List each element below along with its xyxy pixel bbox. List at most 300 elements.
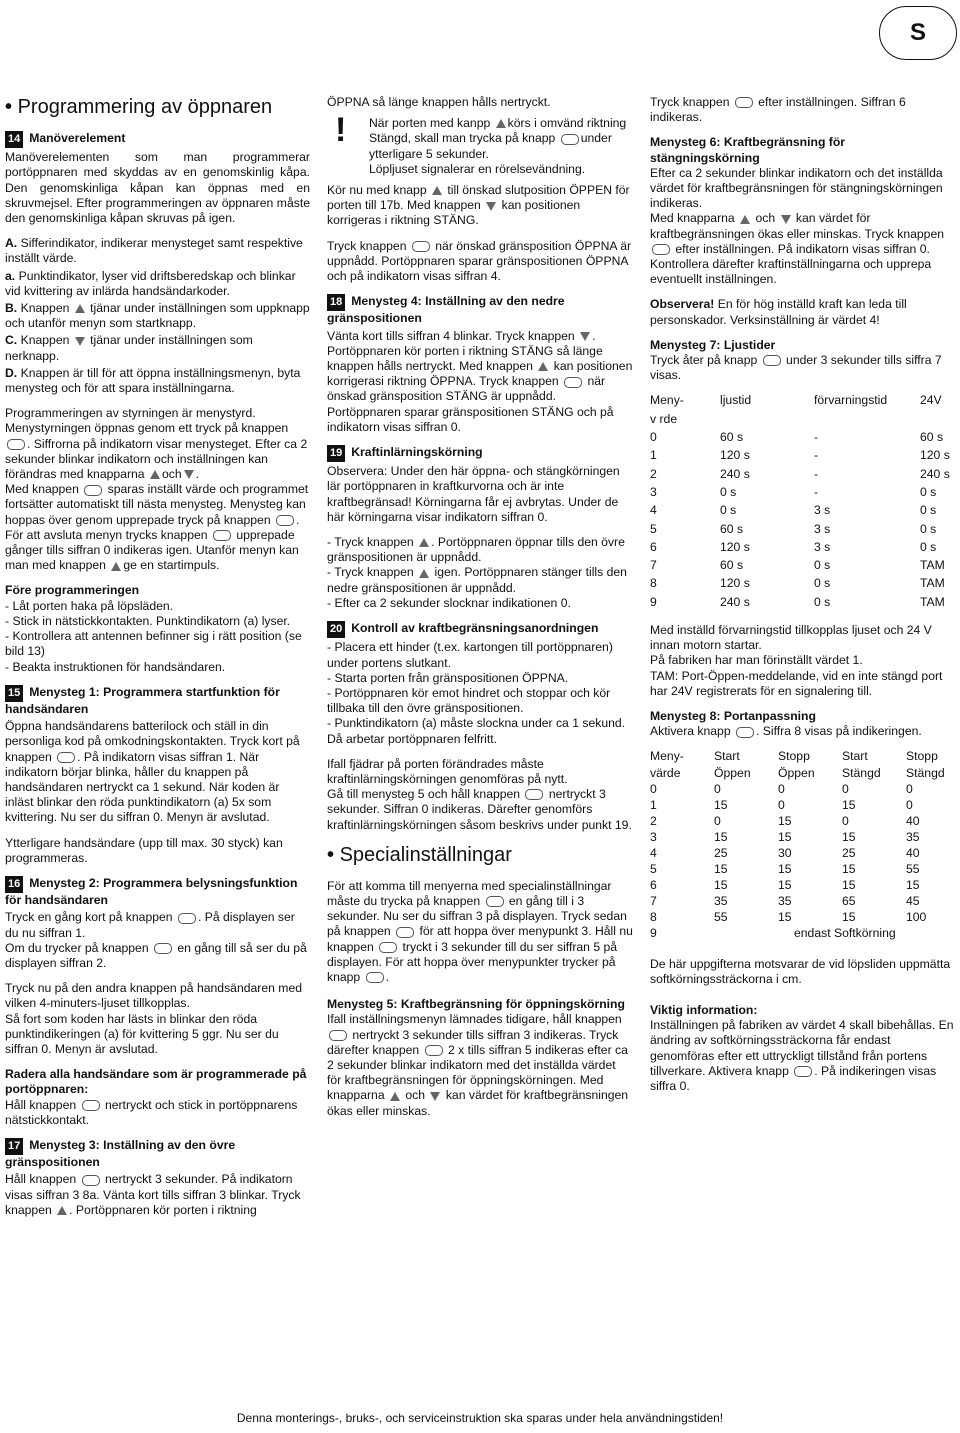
table-cell: endast Softkörning xyxy=(794,926,896,941)
text-part: Menystyrningen öppnas genom ett tryck på knappen xyxy=(5,421,289,436)
table-cell: 35 xyxy=(778,894,792,909)
menu-7-heading: Menysteg 7: Ljustider xyxy=(650,337,776,352)
menu-6-heading: Menysteg 6: Kraftbegränsning för stängningskörning xyxy=(650,135,846,165)
table-cell: 0 xyxy=(842,813,849,828)
step-number: 18 xyxy=(327,294,345,311)
item-key: A. xyxy=(5,236,18,251)
up-arrow-icon xyxy=(432,186,442,195)
text-part: . På indikatorn visas siffran 1. När indikatorn börjar blinka, håller du knappen på handsändaren nertryckt ca 1 sekund. När koden är inläst blinkar den röda punktindikatorn (a) 5x som kvittering. Nu ser du siffran 0. Menyn är avslutad. xyxy=(5,749,280,825)
header-cell: Stängd xyxy=(842,765,881,780)
table-cell: 2 xyxy=(650,813,657,828)
table-cell: 100 xyxy=(906,910,927,925)
up-arrow-icon xyxy=(390,1092,400,1101)
control-text-2: Menystyrningen öppnas genom ett tryck på knappen . Siffrorna på indikatorn visar menysteget. Efter ca 2 sekunder blinkar indikatorn och inställningen kan förändras med knapparna och . xyxy=(5,421,308,482)
table-cell: 0 xyxy=(906,797,913,812)
up-arrow-icon xyxy=(740,215,750,224)
table-cell: 7 xyxy=(650,894,657,909)
step-20-body-2 xyxy=(327,787,633,833)
table-cell: 0 xyxy=(778,797,785,812)
button-icon xyxy=(154,943,172,954)
text-part: och xyxy=(405,1088,426,1103)
table-cell: TAM xyxy=(920,558,945,573)
button-icon xyxy=(7,439,25,450)
table-cell: 25 xyxy=(842,846,856,860)
button-icon xyxy=(276,515,294,526)
step-16-body-4: Så fort som koden har lästs in blinkar den röda punktindikeringen (a) för kvittering 5 ggr. Nu ser du siffran 0. Menyn är avslutad. xyxy=(5,1011,279,1056)
text-part: en gång till så ser du på displayen siffran 2. xyxy=(5,940,307,970)
table-cell: 15 xyxy=(842,797,856,812)
text-part: . Siffrorna på indikatorn visar menysteget. Efter ca 2 sekunder blinkar indikatorn och inställningen kan förändras med knapparna xyxy=(5,436,308,482)
warning-line-2: Löpljuset signalerar en rörelsevändning. xyxy=(369,161,586,176)
important-body xyxy=(650,1018,958,1094)
down-arrow-icon xyxy=(580,332,590,341)
table-cell: 15 xyxy=(778,878,792,893)
after-table-3: TAM: Port-Öppen-meddelande, vid en inte stängd port har 24V registrerats för en signalering till. xyxy=(650,668,943,698)
header-cell: Start xyxy=(714,749,740,764)
up-arrow-icon xyxy=(538,362,548,371)
list-item: - Efter ca 2 sekunder slocknar indikationen 0. xyxy=(327,595,571,610)
text-part: . Portöppnaren öppnar tills den övre gränspositionen är uppnådd. xyxy=(327,535,625,565)
menu-8-body xyxy=(650,724,958,739)
table-row xyxy=(650,522,956,540)
column-right xyxy=(650,95,958,1104)
observera-label: Observera! xyxy=(650,297,715,312)
step-15-body xyxy=(5,719,310,825)
text-part: Inställningen på fabriken av värdet 4 skall bibehållas. En ändring av softkörningssträckorna får endast genomföras efter ett uttryckligt tillstånd från portens tillverkare. Aktivera knapp xyxy=(650,1018,954,1078)
table-row xyxy=(650,862,951,878)
table-header xyxy=(650,749,951,765)
header-cell: Start xyxy=(842,749,868,764)
step-title: Menysteg 2: Programmera belysningsfunktion för handsändaren xyxy=(5,875,298,908)
button-icon xyxy=(652,244,670,255)
column-middle xyxy=(327,95,633,1129)
table-cell: 55 xyxy=(714,910,728,925)
table-cell: 8 xyxy=(650,910,657,925)
text-part: Med knapparna xyxy=(650,211,735,226)
table-row xyxy=(650,894,951,910)
step-15-heading xyxy=(5,685,310,717)
text-part: Tryck en gång kort på knappen xyxy=(5,910,173,925)
step-19-heading xyxy=(327,445,633,462)
step-17-body xyxy=(5,1172,310,1218)
text-part: under 3 sekunder tills siffra 7 visas. xyxy=(650,353,942,383)
down-arrow-icon xyxy=(75,337,85,346)
menu-6-body-1: Efter ca 2 sekunder blinkar indikatorn och det inställda värdet för kraftbegränsningen för stängningskörningen indikeras. xyxy=(650,165,943,211)
step-number: 15 xyxy=(5,685,23,702)
up-arrow-icon xyxy=(57,1206,67,1215)
text-part: efter inställningen. Siffran 6 indikeras. xyxy=(650,95,906,125)
table-row xyxy=(650,540,956,558)
up-arrow-icon xyxy=(419,569,429,578)
text-part: För att komma till menyerna med specialinställningar måste du trycka på knappen xyxy=(327,878,612,908)
header-cell: Meny- xyxy=(650,393,684,408)
table-cell: 0 s xyxy=(814,594,831,609)
table-cell: 15 xyxy=(906,878,920,893)
item-text: tjänar under inställningen som uppknapp och utanför menyn som startknapp. xyxy=(5,301,310,331)
item-text: tjänar under inställningen som nerknapp. xyxy=(5,333,253,363)
after-table-1: Med inställd förvarningstid tillkopplas ljuset och 24 V innan motorn startar. xyxy=(650,623,932,653)
step-title: Kraftinlärningskörning xyxy=(351,445,483,460)
up-arrow-icon xyxy=(111,562,121,571)
table-cell: 120 s xyxy=(720,576,750,591)
table-row xyxy=(650,782,951,798)
button-icon xyxy=(525,789,543,800)
up-arrow-icon xyxy=(496,119,506,128)
heading-text: Specialinställningar xyxy=(339,843,512,866)
text-part: under ytterligare 5 sekunder. xyxy=(369,131,612,161)
table-cell: 7 xyxy=(650,558,657,573)
table-cell: 9 xyxy=(650,926,657,941)
table-cell: 15 xyxy=(778,813,792,828)
header-cell: v rde xyxy=(650,411,678,426)
table-row xyxy=(650,576,956,594)
menu-5-heading: Menysteg 5: Kraftbegränsning för öppningskörning xyxy=(327,997,625,1012)
door-adaptation-table xyxy=(650,749,951,942)
step-number: 17 xyxy=(5,1138,23,1155)
header-cell: Meny- xyxy=(650,749,684,764)
table-cell: 15 xyxy=(842,910,856,925)
table-cell: 1 xyxy=(650,797,657,812)
step-number: 19 xyxy=(327,445,345,462)
table-row xyxy=(650,503,956,521)
item-b xyxy=(5,301,310,331)
table-header xyxy=(650,766,951,782)
special-body xyxy=(327,879,633,985)
table-cell: 25 xyxy=(714,846,728,860)
menu-6-body-2 xyxy=(650,211,958,287)
table-cell: 55 xyxy=(906,862,920,877)
section-heading: • Programmering av öppnaren xyxy=(5,96,273,118)
table-cell: 3 s xyxy=(814,539,831,554)
button-icon xyxy=(366,972,384,983)
table-row xyxy=(650,448,956,466)
table-cell: 40 xyxy=(906,813,920,828)
table-cell: 0 s xyxy=(920,539,937,554)
list-item: - Placera ett hinder (t.ex. kartongen till portöppnaren) under portens slutkant. xyxy=(327,640,613,670)
text-part: Öppna handsändarens batterilock och ställ in din personliga kod på omkodningskontakten. Tryck kort på knappen xyxy=(5,719,300,764)
text-part: Håll knappen xyxy=(5,1172,77,1187)
text-part: en gång till i 3 sekunder. Nu ser du siffran 3 på displayen. Tryck sedan på knappen xyxy=(327,893,627,939)
radera-body xyxy=(5,1098,310,1128)
text-part: Tryck åter på knapp xyxy=(650,353,758,368)
button-icon xyxy=(561,134,579,145)
after-table-2: På fabriken har man förinställt värdet 1. xyxy=(650,653,863,668)
table-cell: 6 xyxy=(650,539,657,554)
button-icon xyxy=(736,727,754,738)
list-item: - Portöppnaren kör emot hindret och stoppar och kör tillbaka till den övre gränspositionen. xyxy=(327,685,611,716)
text-part: Gå till menysteg 5 och håll knappen xyxy=(327,787,521,802)
table-cell: 15 xyxy=(778,862,792,877)
table-cell: 15 xyxy=(714,862,728,877)
step-20-body: Ifall fjädrar på porten förändrades måste kraftinlärningskörningen genomföras på nytt. xyxy=(327,756,568,786)
table-cell: - xyxy=(814,448,819,463)
item-key: D. xyxy=(5,365,18,380)
text-part: kan värdet för kraftbegränsningen ökas eller minskas. Tryck knappen xyxy=(650,211,945,241)
down-arrow-icon xyxy=(486,202,496,211)
item-key: C. xyxy=(5,333,18,348)
step-title: Menysteg 3: Inställning av den övre gränspositionen xyxy=(5,1137,236,1170)
step-number: 20 xyxy=(327,621,345,638)
fore-heading: Före programmeringen xyxy=(5,583,140,598)
text-part: igen. Portöppnaren stänger tills den nedre gränspositionen är uppnådd. xyxy=(327,565,627,595)
table-cell: 5 xyxy=(650,862,657,877)
heading-text: Programmering av öppnaren xyxy=(17,96,273,118)
table-cell: 15 xyxy=(778,910,792,925)
step-16-body-3: Tryck nu på den andra knappen på handsändaren med vilken 4-minuters-ljuset tillkopplas. xyxy=(5,981,302,1011)
button-icon xyxy=(84,485,102,496)
down-arrow-icon xyxy=(430,1092,440,1101)
table-row xyxy=(650,846,951,862)
language-code: S xyxy=(909,19,926,46)
button-icon xyxy=(82,1100,100,1111)
table-cell: 35 xyxy=(714,894,728,909)
text-part: ge en startimpuls. xyxy=(123,558,220,573)
text-part: När porten med kanpp xyxy=(369,116,491,131)
text-part: sparas inställt värde och programmet fortsätter automatiskt till nästa menysteg. Menysteg kan hoppas över genom upprepade tryck på knappen xyxy=(5,482,309,527)
step-18-heading xyxy=(327,294,633,326)
table-row xyxy=(650,878,951,894)
button-icon xyxy=(564,377,582,388)
header-cell: förvarningstid xyxy=(814,393,888,408)
step-title: Menysteg 1: Programmera startfunktion för handsändaren xyxy=(5,684,280,716)
text-part: körs i omvänd riktning Stängd, skall man trycka på knapp xyxy=(369,116,627,146)
table-cell: 4 xyxy=(650,846,657,860)
table-cell: TAM xyxy=(920,594,945,609)
table-cell: 2 xyxy=(650,466,657,481)
down-arrow-icon xyxy=(184,470,194,479)
table-cell: 45 xyxy=(906,894,920,909)
step-20-heading xyxy=(327,621,633,638)
middle-para-2 xyxy=(327,183,633,229)
text-part: . xyxy=(385,969,389,984)
warning-icon: ! xyxy=(335,111,347,150)
table-row xyxy=(650,595,956,613)
table-cell: 0 s xyxy=(920,521,937,536)
table-row xyxy=(650,814,951,830)
table-cell: 15 xyxy=(842,878,856,893)
table-cell: 15 xyxy=(842,829,856,844)
item-key: B. xyxy=(5,301,18,316)
button-icon xyxy=(178,913,196,924)
table-cell: 60 s xyxy=(720,558,744,573)
text-part: Om du trycker på knappen xyxy=(5,940,149,955)
button-icon xyxy=(486,896,504,907)
table-cell: 0 xyxy=(714,813,721,828)
item-key: a. xyxy=(5,268,16,283)
button-icon xyxy=(379,942,397,953)
table-cell: 15 xyxy=(714,878,728,893)
step-20-list xyxy=(327,640,633,746)
table-cell: 240 s xyxy=(720,466,750,481)
table-body xyxy=(650,782,951,927)
up-arrow-icon xyxy=(419,538,429,547)
text-part: Tryck knappen xyxy=(327,238,407,253)
header-cell: Stopp xyxy=(906,749,938,764)
text-part: Håll knappen xyxy=(5,1097,77,1112)
step-15-extra: Ytterligare handsändare (upp till max. 30 styck) kan programmeras. xyxy=(5,835,283,865)
item-c xyxy=(5,333,310,363)
table-cell: 0 s xyxy=(720,503,737,518)
down-arrow-icon xyxy=(781,215,791,224)
item-text: Punktindikator, lyser vid driftsberedskap och blinkar vid kvittering av inlärda handsändarkoder. xyxy=(5,268,296,298)
text-part: 2 x tills siffran 5 indikeras efter ca 2 sekunder blinkar indikatorn med det inställda värdet för kraftbegränsningen för öppningskörningen. Med knapparna xyxy=(327,1042,628,1103)
table-cell: 0 xyxy=(778,781,785,796)
table-cell: 0 s xyxy=(720,484,737,499)
menu-5-body xyxy=(327,1012,633,1118)
item-a-lower xyxy=(5,269,310,299)
step-number: 14 xyxy=(5,131,23,148)
right-intro xyxy=(650,95,958,125)
step-14-heading xyxy=(5,131,310,148)
header-cell: värde xyxy=(650,765,681,780)
step-17-heading xyxy=(5,1138,310,1170)
table-cell: 240 s xyxy=(720,594,750,609)
header-cell: ljustid xyxy=(720,393,752,408)
text-part: . Portöppnaren kör porten i riktning STÄNG så länge knappen hålls nertryckt. Med knappen xyxy=(327,328,603,374)
header-cell: Stängd xyxy=(906,765,945,780)
menu-8-heading: Menysteg 8: Portanpassning xyxy=(650,709,816,724)
table-cell: 120 s xyxy=(720,448,750,463)
table-row xyxy=(650,910,951,926)
text-part: nertryckt och stick in portöppnarens nätstickkontakt. xyxy=(5,1097,298,1127)
button-icon xyxy=(735,97,753,108)
table-cell: 60 s xyxy=(720,521,744,536)
text-part: Ifall inställningsmenyn lämnades tidigare, håll knappen xyxy=(327,1012,622,1027)
table-cell: 15 xyxy=(714,829,728,844)
item-pre: Knappen xyxy=(20,333,70,348)
table-cell: 0 s xyxy=(920,503,937,518)
list-item: - Starta porten från gränspositionen ÖPPNA. xyxy=(327,670,569,685)
table-cell: 120 s xyxy=(920,448,950,463)
table-row xyxy=(650,485,956,503)
table-cell: 3 s xyxy=(814,503,831,518)
table-row xyxy=(650,926,951,942)
table-row xyxy=(650,830,951,846)
table-row xyxy=(650,467,956,485)
table-cell: 3 s xyxy=(814,521,831,536)
text-part: när önskad gränsposition STÄNG är uppnådd. Portöppnaren sparar gränspositionen STÄNG och på indikatorn visas siffran 0. xyxy=(327,374,614,434)
table-cell: 15 xyxy=(842,862,856,877)
step-title: Manöverelement xyxy=(29,131,126,145)
step-14-body: Manöverelementen som man programmerar portöppnaren med skyddas av en genomskinlig kåpa. Den genomskinliga kåpan kan öppnas med en skruvmejsel. Efter programmeringen av öppnaren måste den genomskinliga kåpan skruvas på igen. xyxy=(5,150,310,226)
text-part: kan värdet för kraftbegränsningen ökas eller minskas. xyxy=(327,1088,629,1118)
fore-list xyxy=(5,599,310,675)
table-cell: 0 xyxy=(714,781,721,796)
text-part: nertryckt 3 sekunder tills siffran 3 indikeras. Tryck därefter knappen xyxy=(327,1027,619,1057)
text-part: . På displayen ser du nu siffran 1. xyxy=(5,910,295,940)
warning-line-1 xyxy=(369,116,633,162)
button-icon xyxy=(329,1030,347,1041)
text-part: Tryck knappen xyxy=(5,1187,301,1217)
table-cell: 8 xyxy=(650,576,657,591)
list-item: - Låt porten haka på löpsläden. xyxy=(5,598,174,613)
button-icon xyxy=(425,1045,443,1056)
table-cell: 0 xyxy=(650,781,657,796)
text-part: Vänta kort tills siffran 4 blinkar. Tryck knappen xyxy=(327,328,575,343)
header-cell: Öppen xyxy=(778,765,815,780)
table-cell: - xyxy=(814,484,819,499)
table-body xyxy=(650,430,956,613)
table-row xyxy=(650,430,956,448)
table-cell: - xyxy=(814,430,819,445)
table-cell: 30 xyxy=(778,846,792,860)
table-cell: 15 xyxy=(778,829,792,844)
table-cell: 0 s xyxy=(814,576,831,591)
table-cell: 15 xyxy=(714,797,728,812)
item-pre: Knappen xyxy=(20,365,70,380)
table-header xyxy=(650,393,956,411)
table-cell: - xyxy=(814,466,819,481)
text-part: nertryckt 3 sekunder. Siffran 0 indikeras. Därefter genomförs kraftinlärningskörningen såsom beskrivs under punkt 19. xyxy=(327,787,632,832)
table-cell: 0 xyxy=(906,781,913,796)
table-cell: TAM xyxy=(920,576,945,591)
footer-note: Denna monterings-, bruks-, och serviceinstruktion ska sparas under hela användningstiden! xyxy=(236,1411,724,1425)
special-heading: • Specialinställningar xyxy=(327,843,512,866)
up-arrow-icon xyxy=(75,304,85,313)
warning-box xyxy=(327,111,633,177)
language-badge xyxy=(879,6,957,60)
text-part: kan positionen korrigerasi riktning ÖPPNA. Tryck knappen xyxy=(327,359,633,389)
item-text: är till för att öppna inställningsmenyn, byta menysteg och för att spara inställningarna. xyxy=(5,365,301,396)
list-item: - Kontrollera att antennen befinner sig i rätt position (se bild 13) xyxy=(5,629,302,659)
table-cell: 6 xyxy=(650,878,657,893)
item-d xyxy=(5,366,310,396)
list-item xyxy=(327,565,633,595)
item-a-upper xyxy=(5,236,310,266)
step-16-body-2 xyxy=(5,941,310,971)
item-text: Sifferindikator, indikerar menysteget samt respektive inställt värde. xyxy=(5,236,303,266)
observera-text: En för hög inställd kraft kan leda till personskador. Verksinställning är värdet 4! xyxy=(650,297,907,327)
control-text-1: Programmeringen av styrningen är menystyrd. xyxy=(5,406,256,421)
step-16-body-1 xyxy=(5,910,310,940)
button-icon xyxy=(82,1175,100,1186)
header-cell: Stopp xyxy=(778,749,810,764)
text-part: tryckt i 3 sekunder till du ser siffran 5 på displayen. För att hoppa över menypunkter trycker på knapp xyxy=(327,939,618,984)
observera-note xyxy=(650,297,958,327)
text-part: Aktivera knapp xyxy=(650,724,731,739)
table-cell: 60 s xyxy=(920,430,944,445)
table-cell: 35 xyxy=(906,829,920,844)
after-table-soft: De här uppgifterna motsvarar de vid löpsliden uppmätta softkörningssträckorna i cm. xyxy=(650,956,951,986)
button-icon xyxy=(412,241,430,252)
text-part: upprepade gånger tills siffran 0 indikeras igen. Utanför menyn kan man med knappen xyxy=(5,527,299,573)
step-19-list xyxy=(327,535,633,611)
important-heading: Viktig information: xyxy=(650,1002,758,1017)
step-number: 16 xyxy=(5,876,23,893)
table-cell: 40 xyxy=(906,846,920,860)
text-part: kan positionen korrigeras i riktning STÄNG. xyxy=(327,198,581,228)
text-part: när önskad gränsposition ÖPPNA är uppnådd. Portöppnaren sparar gränspositionen ÖPPNA och på indikatorn visas siffran 4. xyxy=(327,238,632,284)
table-cell: 4 xyxy=(650,503,657,518)
button-icon xyxy=(213,530,231,541)
step-title: Kontroll av kraftbegränsningsanordningen xyxy=(351,621,599,636)
step-19-body: Observera: Under den här öppna- och stängkörningen lär portöppnaren in kraftkurvorna och är inte kraftbegränsad! Körningarna får ej avbrytas. Under de här körningarna visar indikatorn siffran 0. xyxy=(327,464,620,524)
header-cell: Öppen xyxy=(714,765,751,780)
text-part: Tryck knappen xyxy=(650,95,730,109)
up-arrow-icon xyxy=(150,470,160,479)
step-title: Menysteg 4: Inställning av den nedre gränspositionen xyxy=(327,294,565,326)
button-icon xyxy=(57,752,75,763)
table-header xyxy=(650,412,956,430)
table-cell: 65 xyxy=(842,894,856,909)
table-cell: 240 s xyxy=(920,466,950,481)
text-part: och xyxy=(755,211,776,226)
text-part: . På indikeringen visas siffra 0. xyxy=(650,1063,937,1093)
table-cell: 0 xyxy=(842,781,849,796)
text-part: till önskad slutposition ÖPPEN för porten till 17b. Med knappen xyxy=(327,183,630,213)
step-16-heading xyxy=(5,876,310,908)
text-part: . Portöppnaren kör porten i riktning xyxy=(69,1202,257,1217)
